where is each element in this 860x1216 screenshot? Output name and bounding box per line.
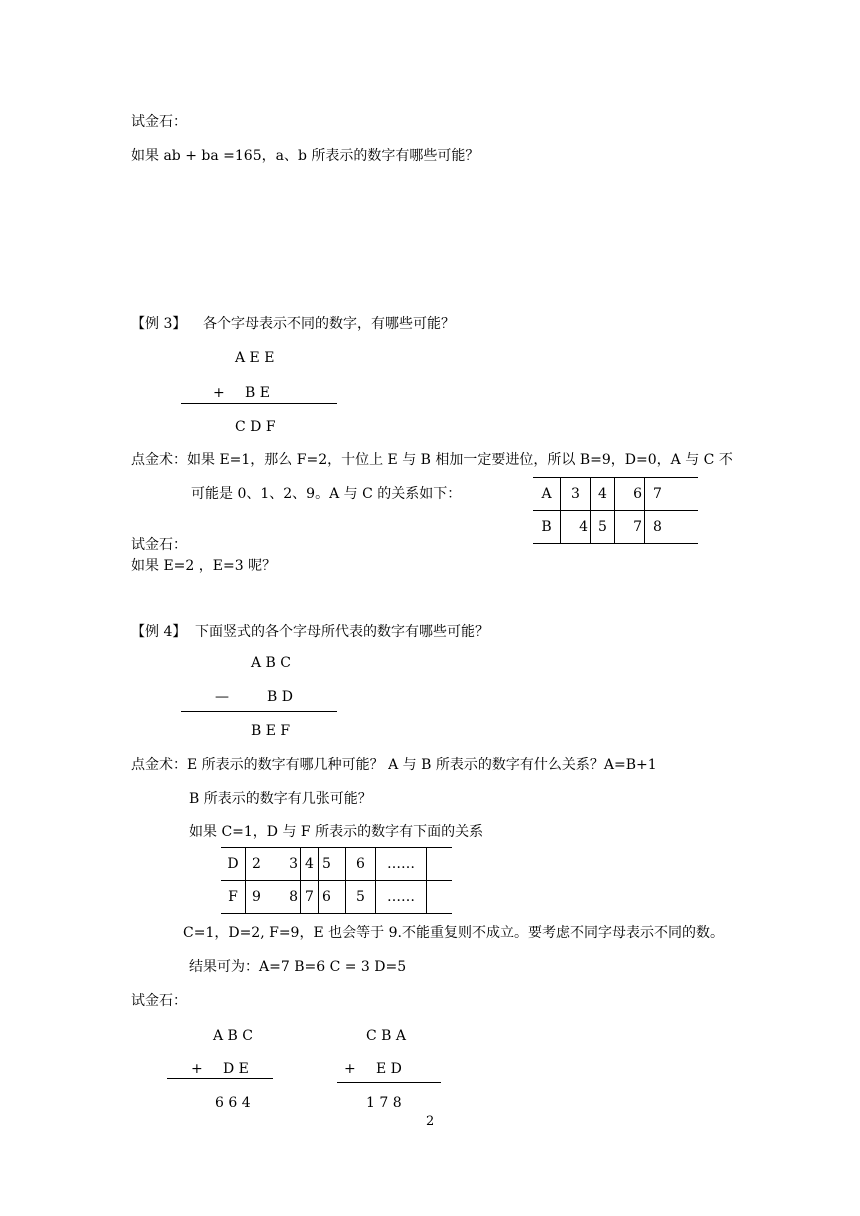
table-cell: 3	[275, 848, 301, 881]
ex4-result-line: 结果可为：A=7 B=6 C = 3 D=5	[189, 959, 407, 975]
s3-right-sum: 1 7 8	[366, 1095, 402, 1111]
try-question-2: 如果 E=2 ，E=3 呢？	[131, 558, 277, 574]
ex4-hint-line-1: 点金术：E 所表示的数字有哪几种可能？ A 与 B 所表示的数字有什么关系？A=B+1	[131, 757, 657, 773]
table-cell: 8	[653, 519, 662, 535]
table-cell: 7	[615, 511, 645, 544]
s3-left-addend-2: D E	[223, 1061, 249, 1077]
table-cell: 9	[252, 889, 261, 905]
ex3-addend-2: B E	[245, 385, 270, 401]
table-cell: ……	[376, 848, 427, 881]
s3-left-sum-line	[167, 1078, 273, 1079]
s3-right-sum-line	[337, 1082, 441, 1083]
table-cell: 4	[561, 511, 591, 544]
table-cell: ……	[376, 881, 427, 914]
ex3-hint-line-1: 点金术：如果 E=1，那么 F=2，十位上 E 与 B 相加一定要进位，所以 B=9，D=0，A 与 C 不	[131, 452, 733, 468]
table-cell: 4	[301, 848, 319, 881]
ex3-relation-table	[533, 477, 698, 544]
table-cell: 8	[275, 881, 301, 914]
try-heading-1: 试金石：	[131, 114, 187, 130]
example-4-title: 【例 4】	[131, 624, 187, 640]
try-heading-2: 试金石：	[131, 537, 187, 553]
ex4-minuend: A B C	[251, 655, 292, 671]
table-cell: 6	[615, 478, 645, 511]
ex4-conclusion: C=1，D=2, F=9，E 也会等于 9.不能重复则不成立。要考虑不同字母表示不同的数。	[183, 925, 724, 941]
table-cell: 5	[319, 848, 346, 881]
example-3-question: 各个字母表示不同的数字，有哪些可能？	[203, 316, 455, 332]
table-cell: 7	[301, 881, 319, 914]
ex4-difference: B E F	[251, 723, 291, 739]
ex4-minus-sign: —	[215, 689, 229, 705]
table-row	[221, 881, 452, 914]
table-row	[533, 511, 698, 544]
table-cell: 5	[346, 881, 376, 914]
table-cell: A	[533, 478, 561, 511]
table-cell	[427, 848, 453, 881]
table-cell: F	[221, 881, 246, 914]
example-3-title: 【例 3】	[131, 316, 187, 332]
s3-left-addend-1: A B C	[213, 1028, 254, 1044]
ex3-sum-line	[181, 403, 337, 404]
ex4-hint-line-2: B 所表示的数字有几张可能？	[189, 791, 372, 807]
ex4-difference-line	[181, 711, 337, 712]
table-cell: 6	[346, 848, 376, 881]
table-cell: 7	[653, 486, 662, 502]
ex4-subtrahend: B D	[267, 689, 293, 705]
example-4-question: 下面竖式的各个字母所代表的数字有哪些可能？	[195, 624, 489, 640]
s3-left-sum: 6 6 4	[215, 1095, 251, 1111]
ex4-hint-line-3: 如果 C=1，D 与 F 所表示的数字有下面的关系	[189, 824, 484, 840]
table-cell	[427, 881, 453, 914]
ex3-addend-1: A E E	[235, 350, 275, 366]
page-number: 2	[426, 1114, 435, 1129]
ex3-sum: C D F	[235, 419, 276, 435]
table-cell: D	[221, 848, 246, 881]
table-row	[533, 478, 698, 511]
table-cell: 2	[252, 856, 261, 872]
try-question-1: 如果 ab + ba =165，a、b 所表示的数字有哪些可能？	[131, 148, 480, 164]
table-cell: 3	[561, 478, 591, 511]
ex3-hint-line-2: 可能是 0、1、2、9。A 与 C 的关系如下：	[191, 486, 462, 502]
s3-right-addend-1: C B A	[366, 1028, 407, 1044]
table-cell: 4	[591, 478, 615, 511]
ex3-plus-sign: +	[213, 385, 225, 401]
table-cell: 5	[591, 511, 615, 544]
table-row	[221, 848, 452, 881]
s3-left-plus-sign: +	[191, 1061, 203, 1077]
s3-right-addend-2: E D	[376, 1061, 402, 1077]
s3-right-plus-sign: +	[344, 1061, 356, 1077]
table-cell: B	[533, 511, 561, 544]
table-cell: 6	[319, 881, 346, 914]
ex4-relation-table	[221, 847, 452, 914]
try-heading-3: 试金石：	[131, 993, 187, 1009]
